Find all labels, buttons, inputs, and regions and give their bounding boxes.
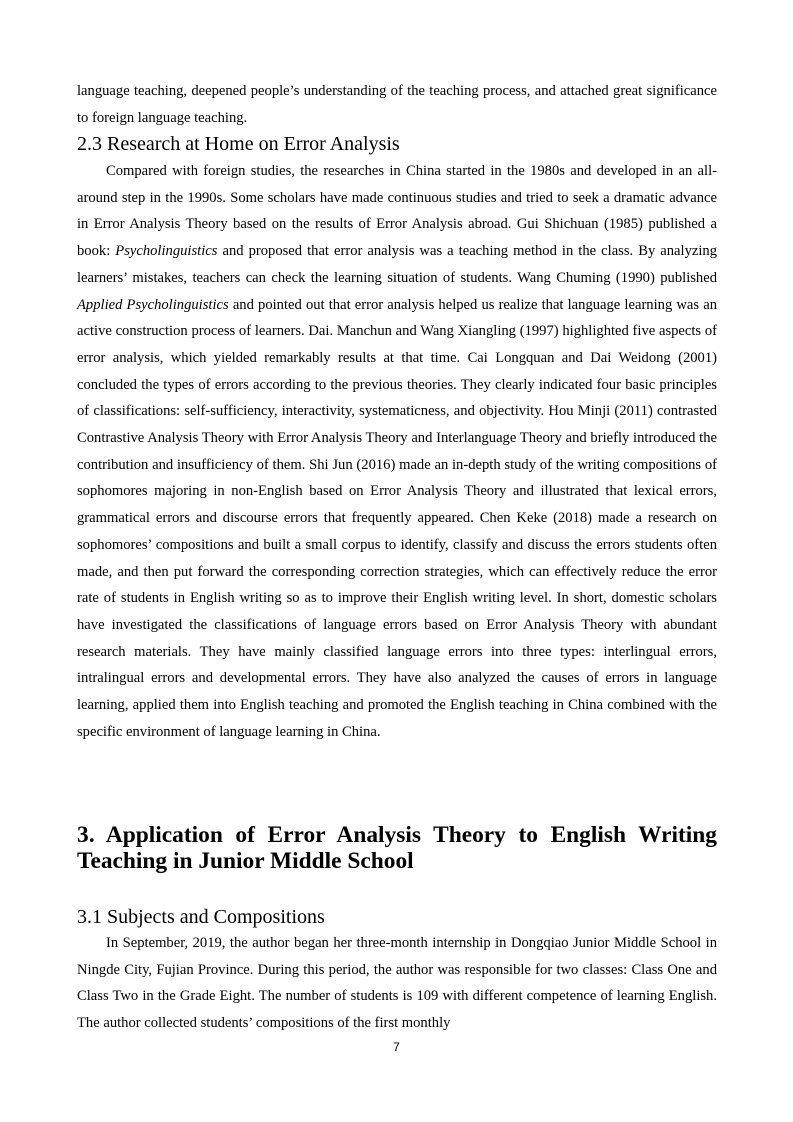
paragraph-text: and proposed that error analysis was a teaching method in the class. By analyzing learners’ mistakes, teachers can check the learning situation of students. Wang Chuming (1990) published [77, 243, 718, 286]
continuation-paragraph: language teaching, deepened people’s understanding of the teaching process, and attached great significance to foreign language teaching. [77, 83, 717, 126]
section-2-3-heading: 2.3 Research at Home on Error Analysis [77, 133, 400, 155]
book-title-applied-psycholinguistics: Applied Psycholinguistics [77, 296, 229, 313]
paragraph-text: Compared with foreign studies, the researches in China started in the 1980s and developed in an all-around step in the 1990s. Some scholars have made continuous studies and tried to seek a dramatic advance in Error Analysis Theory based on the results of Error Analysis abroad. Gui Shichuan (1985) published a book: [77, 163, 717, 260]
section-2-3-paragraph [77, 158, 717, 745]
chapter-3-heading: 3. Application of Error Analysis Theory to English Writing Teaching in Junior Middle School [77, 822, 717, 874]
paragraph-text: and pointed out that error analysis helped us realize that language learning was an active construction process of learners. Dai. Manchun and Wang Xiangling (1997) highlighted five aspects of error analysis, which yielded remarkably results at that time. Cai Longquan and Dai Weidong (2001) concluded the types of errors according to the previous theories. They clearly indicated four basic principles of classifications: self-sufficiency, interactivity, systematicness, and objectivity. Hou Minji (2011) contrasted Contrastive Analysis Theory with Error Analysis Theory and Interlanguage Theory and briefly introduced the contribution and insufficiency of them. Shi Jun (2016) made an in-depth study of the writing compositions of sophomores majoring in non-English based on Error Analysis Theory and illustrated that lexical errors, grammatical errors and discourse errors that frequently appeared. Chen Keke (2018) made a research on sophomores’ compositions and built a small corpus to identify, classify and discuss the errors students often made, and then put forward the corresponding correction strategies, which can effectively reduce the error rate of students in English writing so as to improve their English writing level. In short, domestic scholars have investigated the classifications of language errors based on Error Analysis Theory with abundant research materials. They have mainly classified language errors into three types: interlingual errors, intralingual errors and developmental errors. They have also analyzed the causes of errors in language learning, applied them into English teaching and promoted the English teaching in China combined with the specific environment of language learning in China. [77, 296, 717, 740]
section-3-1-paragraph: In September, 2019, the author began her three-month internship in Dongqiao Junior Middle School in Ningde City, Fujian Province. During this period, the author was responsible for two classes: Class One and Class Two in the Grade Eight. The number of students is 109 with different competence of learning English. The author collected students’ compositions of the first monthly [77, 935, 717, 1032]
page-number: 7 [393, 1040, 400, 1054]
book-title-psycholinguistics: Psycholinguistics [115, 243, 218, 260]
section-3-1-heading: 3.1 Subjects and Compositions [77, 906, 325, 928]
